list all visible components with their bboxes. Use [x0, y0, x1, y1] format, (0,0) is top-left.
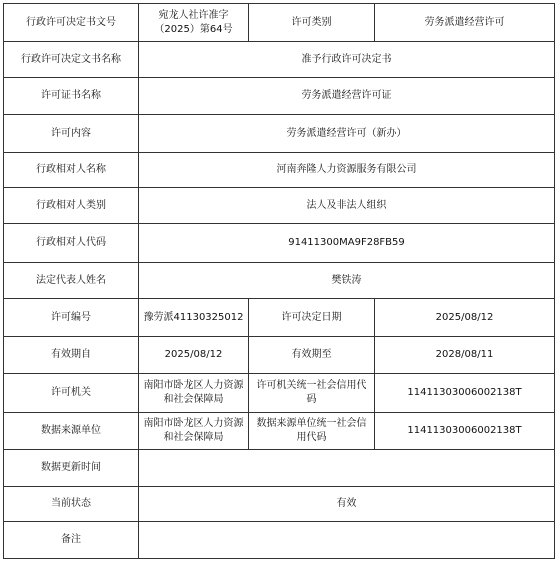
certificate-name-value: 劳务派遣经营许可证 [139, 78, 555, 115]
status-value: 有效 [139, 487, 555, 522]
remarks-value [139, 522, 555, 559]
valid-to-value: 2028/08/11 [375, 337, 555, 374]
remarks-label: 备注 [4, 522, 139, 559]
table-row [4, 522, 555, 559]
valid-from-label: 有效期自 [4, 337, 139, 374]
counterpart-type-value: 法人及非法人组织 [139, 188, 555, 224]
table-row [4, 374, 555, 413]
permit-no-label: 许可编号 [4, 299, 139, 337]
table-row [4, 487, 555, 522]
permit-content-value: 劳务派遣经营许可（新办） [139, 115, 555, 153]
authority-code-label: 许可机关统一社会信用代码 [249, 374, 375, 413]
data-source-code-value: 11411303006002138T [375, 413, 555, 450]
permit-no-value: 豫劳派41130325012 [139, 299, 249, 337]
table-row [4, 153, 555, 188]
table-row [4, 450, 555, 487]
authority-value: 南阳市卧龙区人力资源和社会保障局 [139, 374, 249, 413]
counterpart-name-value: 河南奔隆人力资源服务有限公司 [139, 153, 555, 188]
table-row [4, 188, 555, 224]
decision-no-label: 行政许可决定书文号 [4, 4, 139, 42]
permit-category-value: 劳务派遣经营许可 [375, 4, 555, 42]
table-row [4, 299, 555, 337]
table-row [4, 337, 555, 374]
permit-info-table [3, 3, 555, 559]
data-source-value: 南阳市卧龙区人力资源和社会保障局 [139, 413, 249, 450]
valid-from-value: 2025/08/12 [139, 337, 249, 374]
update-time-label: 数据更新时间 [4, 450, 139, 487]
decision-name-label: 行政许可决定文书名称 [4, 42, 139, 78]
decision-date-label: 许可决定日期 [249, 299, 375, 337]
data-source-label: 数据来源单位 [4, 413, 139, 450]
authority-label: 许可机关 [4, 374, 139, 413]
table-row [4, 263, 555, 299]
data-source-code-label: 数据来源单位统一社会信用代码 [249, 413, 375, 450]
authority-code-value: 11411303006002138T [375, 374, 555, 413]
decision-no-value: 宛龙人社许准字（2025）第64号 [139, 4, 249, 42]
decision-name-value: 准予行政许可决定书 [139, 42, 555, 78]
table-row [4, 115, 555, 153]
table-row [4, 224, 555, 263]
certificate-name-label: 许可证书名称 [4, 78, 139, 115]
table-row [4, 42, 555, 78]
valid-to-label: 有效期至 [249, 337, 375, 374]
counterpart-code-label: 行政相对人代码 [4, 224, 139, 263]
counterpart-type-label: 行政相对人类别 [4, 188, 139, 224]
legal-rep-label: 法定代表人姓名 [4, 263, 139, 299]
status-label: 当前状态 [4, 487, 139, 522]
update-time-value [139, 450, 555, 487]
table-row [4, 4, 555, 42]
decision-date-value: 2025/08/12 [375, 299, 555, 337]
counterpart-name-label: 行政相对人名称 [4, 153, 139, 188]
table-row [4, 78, 555, 115]
legal-rep-value: 樊铁涛 [139, 263, 555, 299]
counterpart-code-value: 91411300MA9F28FB59 [139, 224, 555, 263]
permit-content-label: 许可内容 [4, 115, 139, 153]
table-row [4, 413, 555, 450]
permit-category-label: 许可类别 [249, 4, 375, 42]
